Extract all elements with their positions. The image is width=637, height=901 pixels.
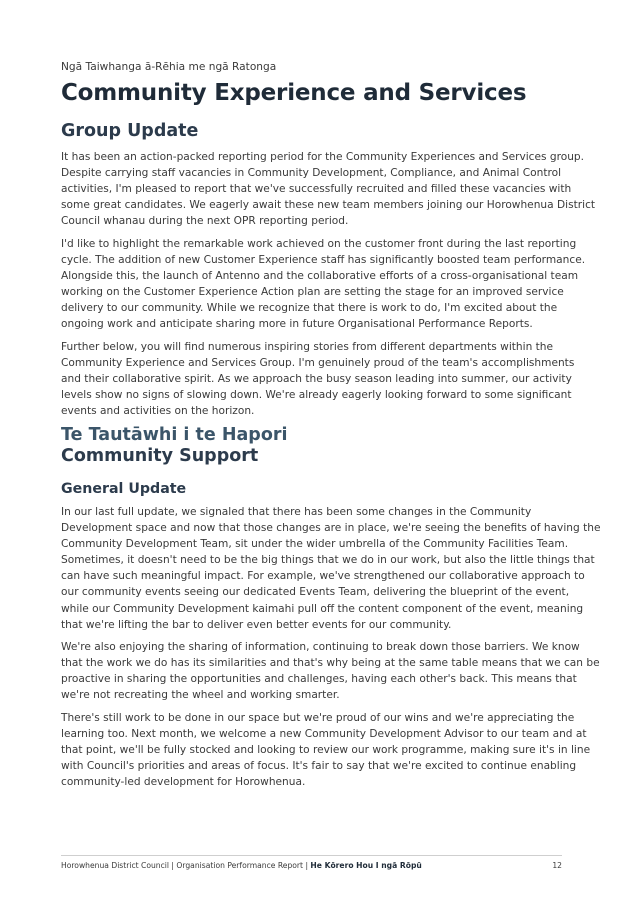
text-line: Development space and now that those changes are in place, we're seeing the benefits of having the (61, 522, 601, 535)
text-line: community-led development for Horowhenua. (61, 776, 306, 789)
community-support-heading-maori: Te Tautāwhi i te Hapori (61, 425, 288, 445)
text-line: working on the Customer Experience Action plan are setting the stage for an improved service (61, 286, 564, 299)
text-line: some great candidates. We eagerly await these new team members joining our Horowhenua District (61, 199, 596, 212)
text-line: There's still work to be done in our space but we're proud of our wins and we're appreciating the (61, 712, 575, 724)
section-kicker: Ngā Taiwhanga ā-Rēhia me ngā Ratonga (61, 61, 277, 73)
text-line: delivery to our community. While we recognize that there is work to do, I'm excited about the (61, 302, 558, 315)
group-update-paragraph-3 (61, 339, 575, 419)
general-update-heading: General Update (61, 481, 187, 497)
text-line: that point, we'll be fully stocked and looking to review our work programme, making sure it's in line (61, 744, 591, 757)
text-line: events and activities on the horizon. (61, 405, 255, 418)
page-title: Community Experience and Services (61, 80, 527, 106)
text-line: Community Experience and Services Group. I'm genuinely proud of the team's accomplishments (61, 357, 575, 370)
community-support-paragraph-3 (61, 710, 591, 790)
text-line: activities, I'm pleased to report that we've successfully recruited and filled these vacancies with (61, 183, 572, 196)
text-line: that we're lifting the bar to deliver even better events for our community. (61, 618, 452, 631)
text-line: It has been an action-packed reporting period for the Community Experiences and Services group. (61, 151, 585, 163)
text-line: Further below, you will find numerous inspiring stories from different departments within the (61, 341, 554, 353)
community-support-heading: Community Support (61, 446, 259, 466)
text-line: cycle. The addition of new Customer Experience staff has significantly boosted team performance. (61, 254, 586, 267)
text-line: proactive in sharing the opportunities and challenges, having each other's back. This means that (61, 673, 577, 686)
text-line: ongoing work and anticipate sharing more in future Organisational Performance Reports. (61, 318, 533, 331)
text-line: In our last full update, we signaled that there has been some changes in the Community (61, 506, 532, 518)
text-line: learning too. Next month, we welcome a new Community Development Advisor to our team and at (61, 728, 587, 741)
text-line: I'd like to highlight the remarkable work achieved on the customer front during the last reporting (61, 238, 577, 250)
group-update-heading: Group Update (61, 121, 199, 141)
text-line: while our Community Development kaimahi pull off the content component of the event, meaning (61, 602, 584, 615)
text-line: we're not recreating the wheel and working smarter. (61, 689, 340, 702)
group-update-paragraph-2 (61, 236, 586, 333)
group-update-paragraph-1 (61, 149, 596, 229)
text-line: Sometimes, it doesn't need to be the big things that we do in our work, but also the little things that (61, 554, 595, 567)
text-line: Community Development Team, sit under the wider umbrella of the Community Facilities Team. (61, 538, 569, 551)
text-line: our community events seeing our dedicated Events Team, delivering the blueprint of the event, (61, 586, 570, 599)
community-support-paragraph-2 (61, 639, 600, 703)
text-line: levels show no signs of slowing down. We're already eagerly looking forward to some significant (61, 389, 572, 402)
text-line: Despite carrying staff vacancies in Community Development, Compliance, and Animal Control (61, 167, 562, 180)
text-line: with Council's priorities and areas of focus. It's fair to say that we're excited to continue enabling (61, 760, 577, 773)
page-footer (61, 861, 562, 870)
community-support-paragraph-1 (61, 504, 601, 633)
text-line: and their collaborative spirit. As we approach the busy season leading into summer, our activity (61, 373, 572, 386)
text-line: that the work we do has its similarities and that's why being at the same table means that we can be (61, 657, 600, 670)
footer-text: Horowhenua District Council | Organisation Performance Report | (61, 861, 311, 870)
text-line: We're also enjoying the sharing of information, continuing to break down those barriers. We know (61, 641, 580, 653)
footer-section-title: He Kōrero Hou I ngā Rōpū (310, 861, 422, 870)
text-line: Alongside this, the launch of Antenno and the collaborative efforts of a cross-organisational team (61, 270, 579, 283)
page-number: 12 (552, 861, 562, 870)
footer-divider (61, 855, 562, 856)
text-line: Council whanau during the next OPR reporting period. (61, 215, 349, 228)
text-line: can have such meaningful impact. For example, we've strengthened our collaborative approach to (61, 570, 585, 583)
